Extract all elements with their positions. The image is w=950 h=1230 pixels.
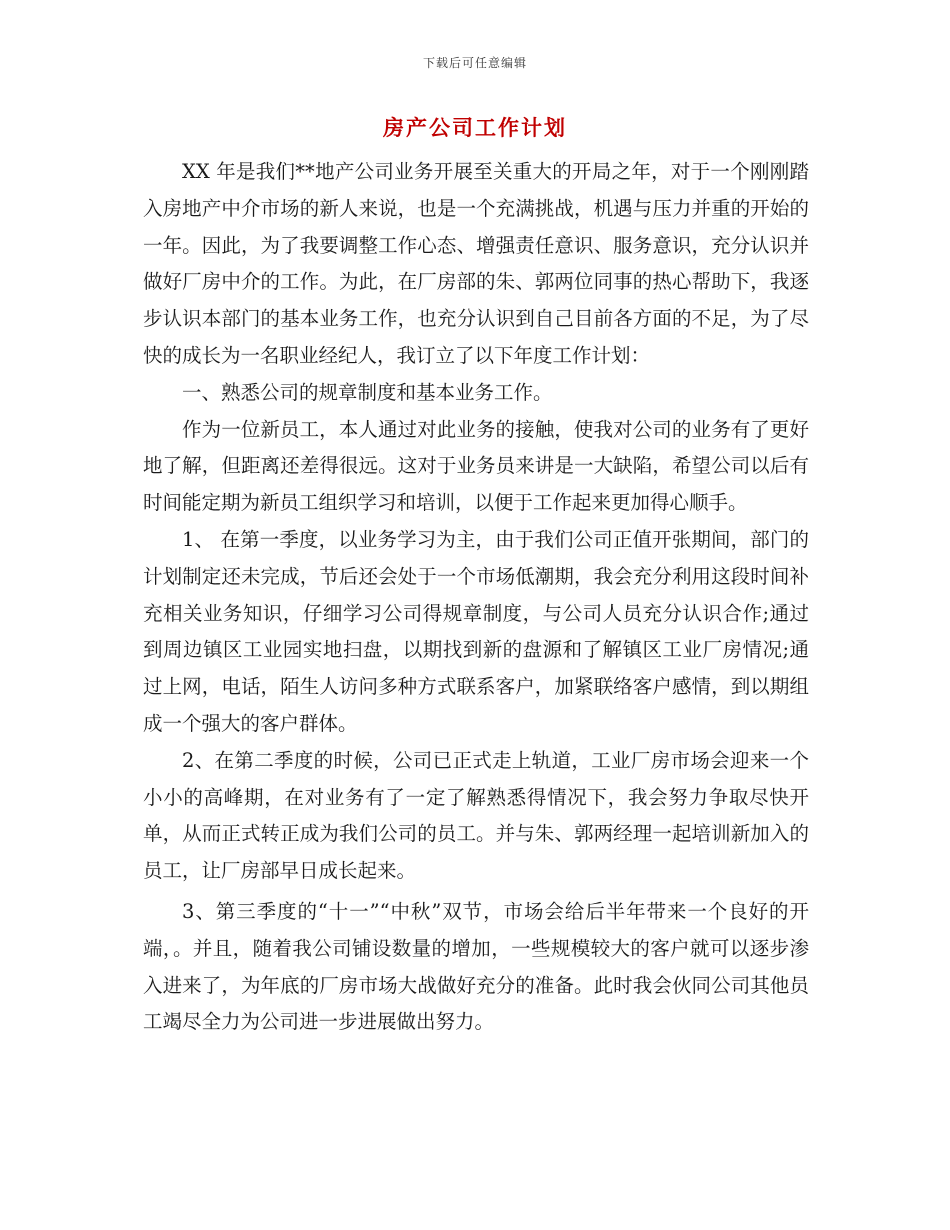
document-body xyxy=(143,154,809,1041)
document-title: 房产公司工作计划 xyxy=(383,115,567,140)
paragraph-section-heading: 一、熟悉公司的规章制度和基本业务工作。 xyxy=(182,380,553,404)
paragraph-new-employee: 作为一位新员工，本人通过对此业务的接触，使我对公司的业务有了更好地了解，但距离还差得很远。这对于业务员来讲是一大缺陷，希望公司以后有时间能定期为新员工组织学习和培训，以便于工作起来更加得心顺手。 xyxy=(143,417,809,515)
paragraph-q3: 3、第三季度的“十一”“中秋”双节，市场会给后半年带来一个良好的开端，。并且，随着我公司铺设数量的增加，一些规模较大的客户就可以逐步渗入进来了，为年底的厂房市场大战做好充分的准备。此时我会伙同公司其他员工竭尽全力为公司进一步进展做出努力。 xyxy=(143,899,809,1034)
paragraph-q2: 2、在第二季度的时候，公司已正式走上轨道，工业厂房市场会迎来一个小小的高峰期，在对业务有了一定了解熟悉得情况下，我会努力争取尽快开单，从而正式转正成为我们公司的员工。并与朱、郭两经理一起培训新加入的员工，让厂房部早日成长起来。 xyxy=(143,748,809,883)
paragraph-intro: XX 年是我们**地产公司业务开展至关重大的开局之年，对于一个刚刚踏入房地产中介市场的新人来说，也是一个充满挑战，机遇与压力并重的开始的一年。因此，为了我要调整工作心态、增强责任意识、服务意识，充分认识并做好厂房中介的工作。为此，在厂房部的朱、郭两位同事的热心帮助下，我逐步认识本部门的基本业务工作，也充分认识到自己目前各方面的不足，为了尽快的成长为一名职业经纪人，我订立了以下年度工作计划： xyxy=(143,160,809,367)
paragraph-q1: 1、 在第一季度，以业务学习为主，由于我们公司正值开张期间，部门的计划制定还未完成，节后还会处于一个市场低潮期，我会充分利用这段时间补充相关业务知识，仔细学习公司得规章制度，与公司人员充分认识合作;通过到周边镇区工业园实地扫盘，以期找到新的盘源和了解镇区工业厂房情况;通过上网，电话，陌生人访问多种方式联系客户，加紧联络客户感情，到以期组成一个强大的客户群体。 xyxy=(143,527,809,735)
header-note: 下载后可任意编辑 xyxy=(422,56,527,70)
